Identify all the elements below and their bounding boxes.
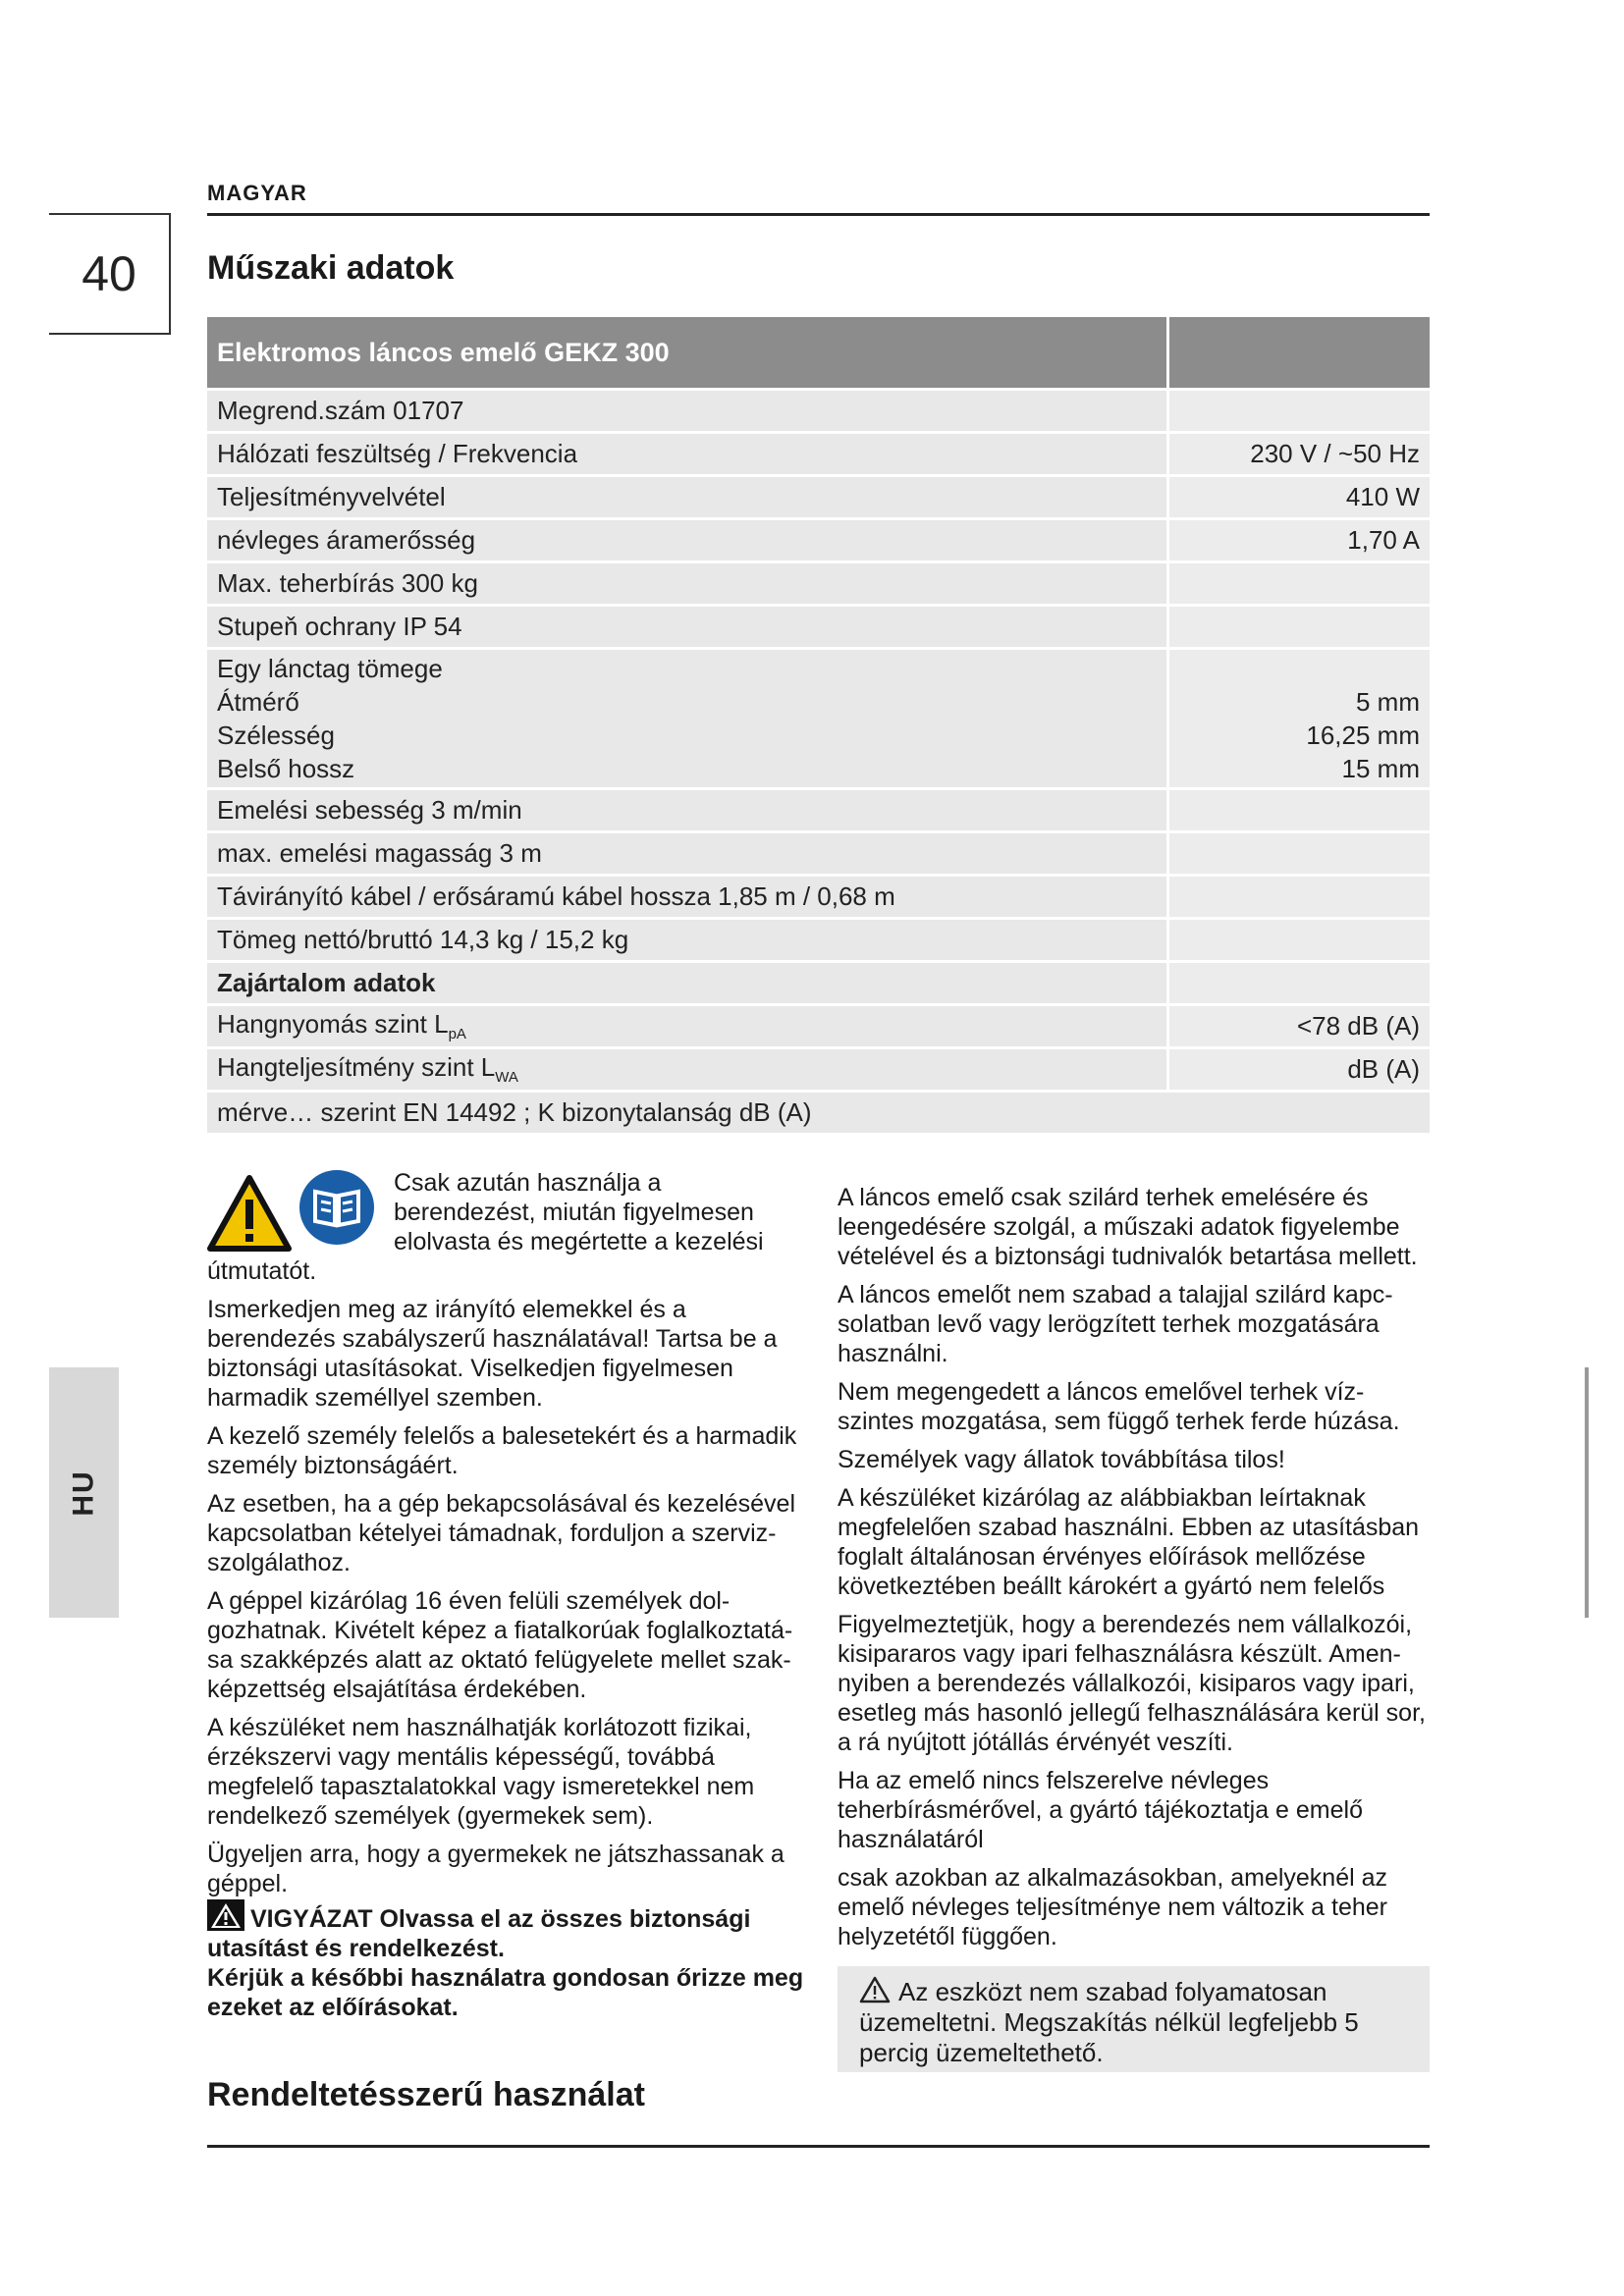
noise-sub: pA [448, 1026, 466, 1043]
language-side-tab [49, 1367, 119, 1618]
table-row [207, 920, 1430, 960]
paragraph: A készüléket kizárólag az alábbiakban leírtaknak megfelelően szabad használni. Ebben az utasításban foglalt általánosan érvényes előírások mellőzése következtében beállt károkért a gyártó nem felelős [838, 1484, 1420, 1600]
noise-heading: Zajártalom adatok [207, 963, 1166, 1003]
top-rule [207, 213, 1430, 216]
chain-values [1166, 650, 1430, 787]
paragraph: A készüléket nem használhatják korlátozott fizikai, érzékszervi vagy mentális képességű, továbbá megfelelő tapasztalatokkal vagy ismeretekkel nem rendelkező személyek (gyermekek sem). [207, 1714, 755, 1830]
paragraph: A géppel kizárólag 16 éven felüli személyek dol-gozhatnak. Kivételt képez a fiatalkorúak foglalkoztatá-sa szakképzés alatt az oktató felügyelete mellet szak-képzettség elsajátítása érdekében. [207, 1587, 793, 1703]
table-row [207, 790, 1430, 830]
measurement-row: mérve… szerint EN 14492 ; K bizonytalanság dB (A) [207, 1093, 1430, 1133]
row-label: Távirányító kábel / erősáramú kábel hossza 1,85 m / 0,68 m [207, 877, 1166, 917]
row-label: Stupeň ochrany IP 54 [207, 607, 1166, 647]
noise-label: Hangteljesítmény szint L [217, 1052, 496, 1083]
row-value: 1,70 A [1166, 520, 1430, 561]
spec-table [207, 314, 1430, 1136]
row-label: Teljesítményvelvétel [207, 477, 1166, 517]
table-title: Elektromos láncos emelő GEKZ 300 [207, 317, 1166, 388]
language-header: MAGYAR [207, 181, 307, 205]
warning-small-icon [207, 1899, 244, 1931]
row-label: névleges áramerősség [207, 520, 1166, 561]
row-label [207, 1006, 1166, 1046]
paragraph: Az esetben, ha a gép bekapcsolásával és kezelésével kapcsolatban kételyei támadnak, forduljon a szerviz-szolgálathoz. [207, 1490, 795, 1576]
row-label: Megrend.szám 01707 [207, 391, 1166, 431]
table-row [207, 1093, 1430, 1133]
warning-heading-text: VIGYÁZAT Olvassa el az összes biztonsági utasítást és rendelkezést. [207, 1905, 751, 1962]
left-column [207, 1168, 806, 1907]
row-value [1166, 920, 1430, 960]
paragraph: Személyek vagy állatok továbbítása tilos! [838, 1446, 1285, 1473]
right-column [838, 1183, 1430, 1960]
row-value [1166, 563, 1430, 604]
chain-label: Szélesség [217, 721, 335, 750]
table-row [207, 1006, 1430, 1046]
usage-section-title: Rendeltetésszerű használat [207, 2076, 645, 2113]
noise-label: Hangnyomás szint L [217, 1009, 449, 1040]
chain-value: 16,25 mm [1306, 721, 1420, 750]
row-value [1166, 391, 1430, 431]
read-manual-icon [298, 1168, 376, 1247]
warning-text: Kérjük a későbbi használatra gondosan őrizze meg ezeket az előírásokat. [207, 1964, 804, 2021]
paragraph: Nem megengedett a láncos emelővel terhek víz-szintes mozgatása, sem függő terhek ferde húzása. [838, 1378, 1400, 1435]
safety-icons [207, 1168, 384, 1253]
row-label: Max. teherbírás 300 kg [207, 563, 1166, 604]
chain-row [207, 650, 1430, 787]
chain-value: 5 mm [1356, 687, 1420, 717]
paragraph: Ismerkedjen meg az irányító elemekkel és a berendezés szabályszerű használatával! Tartsa be a biztonsági utasításokat. Viselkedjen figyelmesen harmadik személlyel szemben. [207, 1296, 778, 1412]
warning-block [207, 1899, 806, 2022]
page-number: 40 [49, 213, 171, 335]
row-value [1166, 963, 1430, 1003]
table-row [207, 963, 1430, 1003]
row-label [207, 1049, 1166, 1090]
paragraph: A láncos emelőt nem szabad a talajjal szilárd kapc-solatban levő vagy lerögzített terhek mozgatására használni. [838, 1281, 1393, 1367]
chain-label: Átmérő [217, 687, 299, 717]
row-value: 410 W [1166, 477, 1430, 517]
row-label: Tömeg nettó/bruttó 14,3 kg / 15,2 kg [207, 920, 1166, 960]
chain-label: Belső hossz [217, 754, 355, 783]
chain-labels [207, 650, 1166, 787]
note-text: Az eszközt nem szabad folyamatosan üzemeltetni. Megszakítás nélkül legfeljebb 5 percig üzemeltethető. [859, 1977, 1359, 2067]
table-row [207, 563, 1430, 604]
table-row [207, 877, 1430, 917]
row-label: Hálózati feszültség / Frekvencia [207, 434, 1166, 474]
paragraph: A kezelő személy felelős a balesetekért és a harmadik személy biztonságáért. [207, 1422, 797, 1479]
intro-text: Csak azután használja a berendezést, miután figyelmesen elolvasta és megértette a kezelési útmutatót. [207, 1169, 764, 1285]
row-value: 230 V / ~50 Hz [1166, 434, 1430, 474]
operation-note [838, 1966, 1430, 2072]
paragraph: Figyelmeztetjük, hogy a berendezés nem vállalkozói, kisipararos vagy ipari felhasználásra készült. Amen-nyiben a berendezés vállalkozói, kisiparos vagy ipari, esetleg más hasonló jellegű felhasználására kerül sor, a rá nyújtott jótállás érvényét veszíti. [838, 1611, 1426, 1756]
table-row [207, 477, 1430, 517]
chain-value [1179, 652, 1420, 685]
row-value [1166, 607, 1430, 647]
chain-value: 15 mm [1341, 754, 1420, 783]
row-value: <78 dB (A) [1166, 1006, 1430, 1046]
warning-outline-icon [859, 1976, 891, 2003]
table-row [207, 434, 1430, 474]
row-value: dB (A) [1166, 1049, 1430, 1090]
row-value [1166, 790, 1430, 830]
paragraph: Ügyeljen arra, hogy a gyermekek ne játszhassanak a géppel. [207, 1841, 785, 1897]
table-row [207, 607, 1430, 647]
edge-mark [1585, 1367, 1589, 1618]
warning-triangle-icon [207, 1174, 292, 1253]
noise-sub: WA [495, 1069, 518, 1087]
table-row [207, 391, 1430, 431]
table-header-row [207, 317, 1430, 388]
table-row [207, 520, 1430, 561]
warning-heading [207, 1899, 806, 1963]
table-header-value [1166, 317, 1430, 388]
paragraph: Ha az emelő nincs felszerelve névleges teherbírásmérővel, a gyártó tájékoztatja e emelő használatáról [838, 1767, 1363, 1853]
row-label: Emelési sebesség 3 m/min [207, 790, 1166, 830]
row-label: max. emelési magasság 3 m [207, 833, 1166, 874]
bottom-rule [207, 2145, 1430, 2148]
row-value [1166, 877, 1430, 917]
side-tab-label: HU [67, 1468, 100, 1517]
paragraph: A láncos emelő csak szilárd terhek emelésére és leengedésére szolgál, a műszaki adatok figyelembe vételével és a biztonsági tudnivalók betartása mellett. [838, 1184, 1418, 1270]
table-row [207, 1049, 1430, 1090]
chain-label: Egy lánctag tömege [217, 654, 443, 683]
paragraph: csak azokban az alkalmazásokban, amelyeknél az emelő névleges teljesítménye nem változik a teher helyzetétől függően. [838, 1864, 1388, 1950]
row-value [1166, 833, 1430, 874]
section-title: Műszaki adatok [207, 249, 455, 287]
table-row [207, 833, 1430, 874]
intro-block [207, 1168, 806, 1286]
